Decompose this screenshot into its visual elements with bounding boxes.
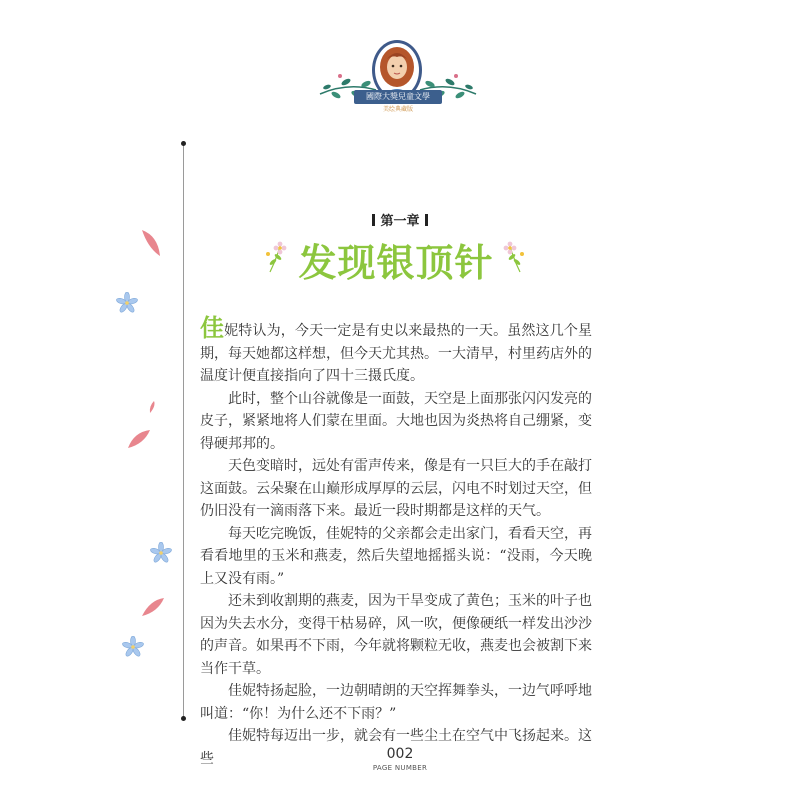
paragraph: 还未到收割期的燕麦，因为干旱变成了黄色；玉米的叶子也因为失去水分，变得干枯易碎，风一吹，便像硬纸一样发出沙沙的声音。如果再不下雨，今年就将颗粒无收，燕麦也会被割下来当作干草。 [200, 593, 592, 677]
margin-line-top-dot [181, 141, 186, 146]
series-header [318, 38, 478, 128]
right-flower-sprig-icon [494, 240, 528, 274]
page-number-label: PAGE NUMBER [372, 764, 428, 772]
petal-icon [138, 228, 164, 258]
paragraph-text: 妮特认为，今天一定是有史以来最热的一天。虽然这几个星期，每天她都这样想，但今天尤其热。一大清早，村里药店外的温度计便直接指向了四十三摄氏度。 [200, 323, 593, 384]
paragraph: 佳妮特扬起脸，一边朝晴朗的天空挥舞拳头，一边气呼呼地叫道：“你！为什么还不下雨？” [200, 683, 592, 722]
chapter-title: 发现银顶针 [298, 241, 494, 285]
petal-icon [140, 596, 166, 618]
paragraph: 佳妮特每迈出一步，就会有一些尘土在空气中飞扬起来。这些 [200, 728, 592, 767]
page-number: 002 [386, 746, 414, 762]
flower-icon [116, 292, 138, 314]
chapter-label [365, 210, 435, 229]
margin-line-bottom-dot [181, 716, 186, 721]
chapter-body [200, 314, 593, 770]
flower-icon [150, 542, 172, 564]
paragraph: 此时，整个山谷就像是一面鼓，天空是上面那张闪闪发亮的皮子，紧紧地将人们蒙在里面。大地也因为炎热将自己绷紧，变得硬邦邦的。 [200, 390, 592, 452]
left-flower-sprig-icon [262, 240, 296, 274]
drop-cap: 佳 [200, 314, 225, 342]
chapter-number: 第一章 [380, 214, 420, 229]
paragraph: 天色变暗时，远处有雷声传来，像是有一只巨大的手在敲打这面鼓。云朵聚在山巅形成厚厚的云层，闪电不时划过天空，但仍旧没有一滴雨落下来。最近一段时期都是这样的天气。 [200, 458, 592, 519]
small-petal-icon [148, 400, 156, 414]
petal-icon [126, 428, 152, 450]
edition-label: 美绘典藏版 [382, 106, 413, 113]
margin-line [183, 143, 184, 718]
series-title-banner: 國際大獎兒童文學 [354, 90, 442, 104]
paragraph: 每天吃完晚饭，佳妮特的父亲都会走出家门，看看天空，再看看地里的玉米和燕麦，然后失望地摇摇头说：“没雨，今天晚上又没有雨。” [200, 525, 592, 587]
flower-icon [122, 636, 144, 658]
paragraph [200, 314, 593, 388]
